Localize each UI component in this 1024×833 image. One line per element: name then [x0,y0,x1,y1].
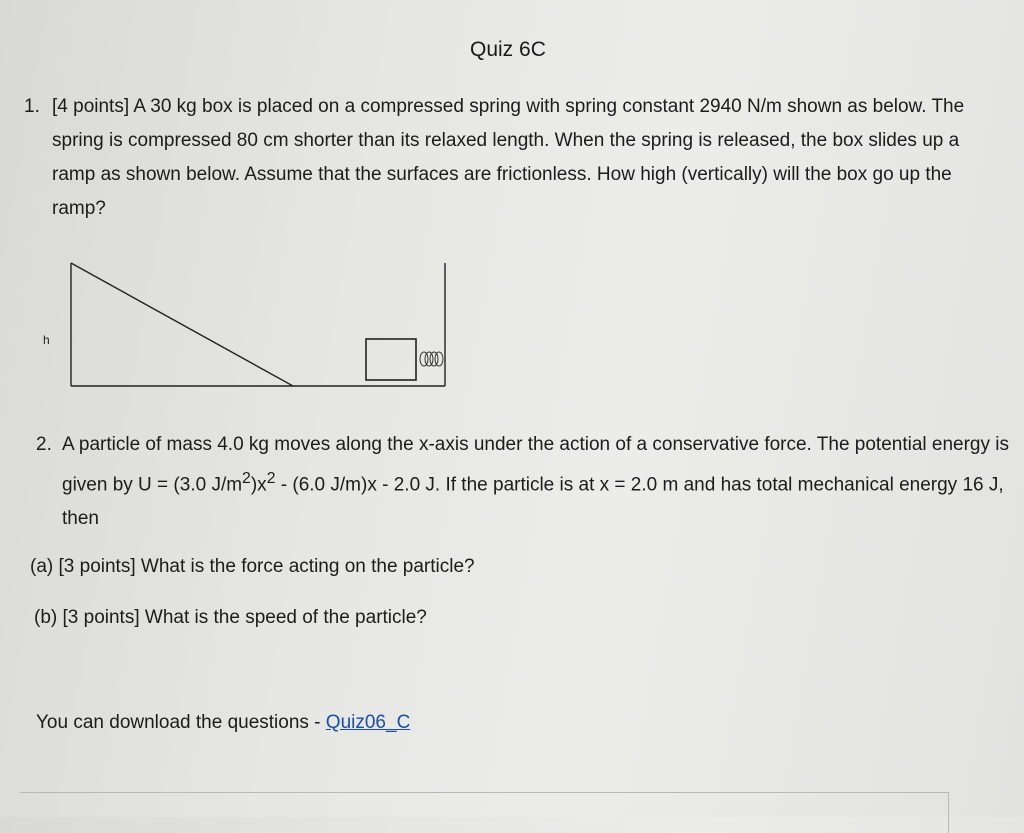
download-text: You can download the questions - [36,712,326,733]
question-1-body [52,90,1004,226]
question-2-number: 2. [36,434,52,455]
question-2-sup-1: 2 [242,470,251,487]
quiz-download-link[interactable]: Quiz06_C [325,712,411,733]
question-2-part-b: (b) [3 points] What is the speed of the particle? [34,607,427,628]
spring [420,352,443,366]
question-1-text: A 30 kg box is placed on a compressed spring with spring constant 2940 N/m shown as below. The spring is compressed 80 cm shorter than its relaxed length. When the spring is released, the box slides up a ramp as shown below. Assume that the surfaces are frictionless. How high (vertically) will the box go up the ramp? [52,96,965,219]
height-label: h [43,333,50,347]
ramp-spring-diagram [40,255,460,395]
question-1-number: 1. [24,96,40,117]
box [366,339,416,380]
download-note [36,712,410,734]
question-2-sup-2: 2 [266,470,276,487]
question-2-body [62,428,1011,536]
question-1-points: [4 points] [52,96,130,117]
question-2-part-a: (a) [3 points] What is the force acting on the particle? [30,556,475,577]
page-title: Quiz 6C [470,38,546,61]
ramp-incline [71,263,293,386]
question-2-text-end: - (6.0 J/m)x - 2.0 J. If the particle is at x = 2.0 m and has total mechanical energy 16 J, then [62,474,1004,530]
question-2 [36,428,1011,536]
question-1 [24,90,1004,226]
question-2-text-start: A particle of mass 4.0 kg moves along the x-axis under the action of a conservative force. The potential energy is given by U = (3.0 J/m [62,434,1009,496]
question-2-text-mid: )x [250,474,267,496]
answer-box-edge[interactable] [20,792,949,833]
